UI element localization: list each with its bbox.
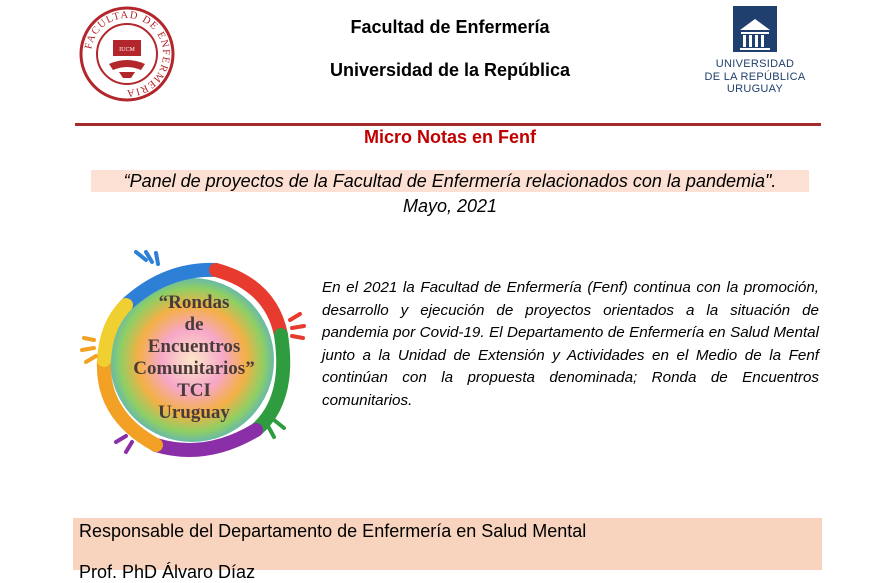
artwork-line6: Uruguay [158,402,230,423]
header-divider [75,123,821,126]
udelar-logo-text [692,58,818,96]
facultad-seal-logo [79,6,175,102]
faculty-name: Facultad de Enfermería [350,17,550,37]
panel-title: “Panel de proyectos de la Facultad de Enfermería relacionados con la pandemia". [91,170,809,192]
udelar-line3: URUGUAY [726,83,784,95]
svg-text:IUCM: IUCM [119,47,135,53]
artwork-line2: de [184,314,204,335]
section-title: Micro Notas en Fenf [363,127,537,147]
udelar-line2: DE LA REPÚBLICA [704,70,806,83]
date-line: Mayo, 2021 [402,196,498,216]
artwork-line1: “Rondas [158,292,230,313]
university-name: Universidad de la República [329,60,571,80]
artwork-line5: TCI [177,380,211,401]
svg-text:FACULTAD DE ENFERMERIA: FACULTAD DE ENFERMERIA [83,9,172,99]
artwork-line3: Encuentros [147,336,241,357]
rondas-artwork [76,250,308,465]
responsible-name: Prof. PhD Álvaro Díaz [79,562,256,582]
artwork-line4: Comunitarios” [133,358,255,379]
udelar-line1: UNIVERSIDAD [715,58,795,70]
responsible-label: Responsable del Departamento de Enfermería en Salud Mental [79,521,587,541]
intro-paragraph: En el 2021 la Facultad de Enfermería (Fenf) continua con la promoción, desarrollo y ejecución de proyectos orientados a la situación de pandemia por Covid-19. El Departamento de Enfermería en Salud Mental junto a la Unidad de Extensión y Actividades en el Medio de la Fenf continúan con la propuesta denominada; Ronda de Encuentros comunitarios. [322,279,819,409]
